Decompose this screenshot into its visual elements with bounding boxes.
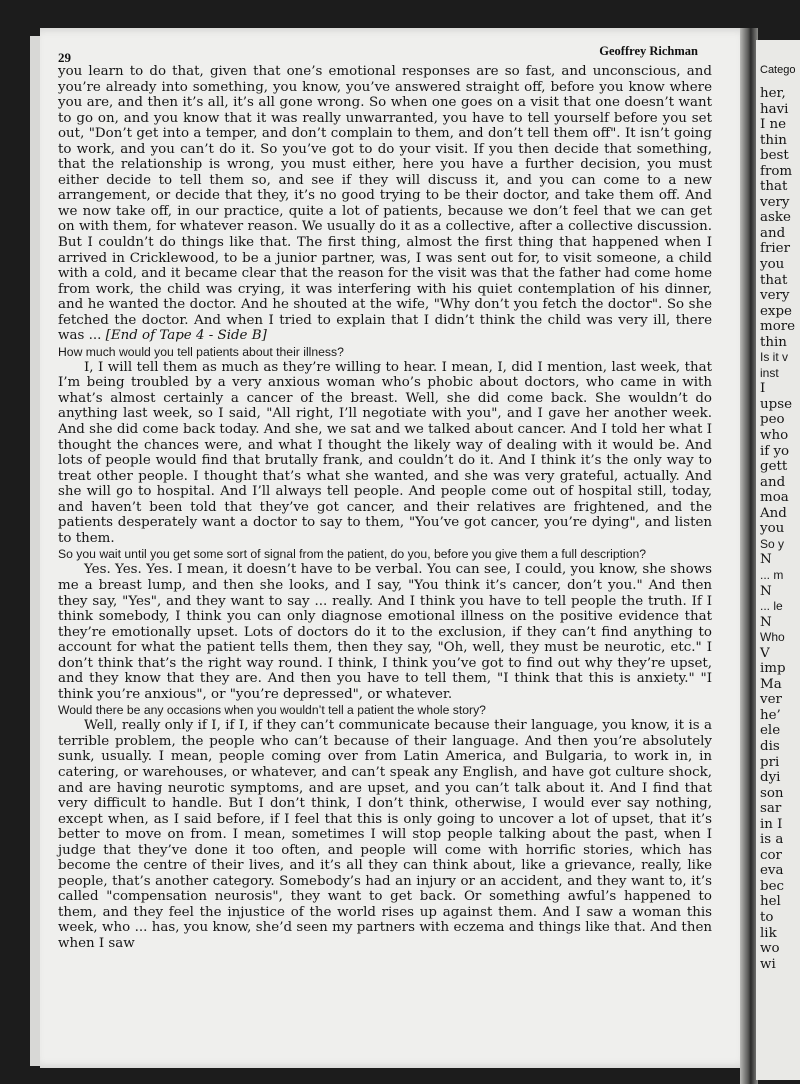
facing-page-line: eva bbox=[760, 863, 784, 879]
facing-page-line: So y bbox=[760, 536, 785, 551]
facing-page-line: thin bbox=[760, 334, 787, 350]
facing-page-line: peo bbox=[760, 412, 785, 428]
facing-page-header: Catego bbox=[760, 64, 796, 76]
facing-page-line: Who bbox=[760, 630, 785, 645]
facing-page-line: who bbox=[760, 428, 789, 444]
facing-page bbox=[756, 40, 800, 1080]
transcript-body bbox=[58, 64, 712, 952]
facing-page-line: more bbox=[760, 319, 796, 335]
facing-page-line: ele bbox=[760, 723, 781, 739]
facing-page-line: ... m bbox=[760, 567, 784, 582]
facing-page-line: if yo bbox=[760, 443, 790, 459]
facing-page-line: and bbox=[760, 474, 786, 490]
facing-page-line: imp bbox=[760, 661, 786, 677]
facing-page-line: And bbox=[760, 505, 787, 521]
facing-page-line: frier bbox=[760, 241, 790, 257]
facing-page-line: wo bbox=[760, 941, 780, 957]
facing-page-line: best bbox=[760, 148, 789, 164]
running-head: Geoffrey Richman bbox=[599, 44, 698, 58]
facing-page-line: cor bbox=[760, 847, 782, 863]
answer-paragraph: I, I will tell them as much as they’re willing to hear. I mean, I, did I mention, last week, that I’m being troubled by a very anxious woman who’s phobic about doctors, who came in with what’s almost certainly a cancer of the breast. Well, she did come back. She wouldn’t do anything last week, so I said, "All right, I’ll negotiate with you", and I gave her another week. And she did come back today. And she, we sat and we talked about cancer. And I told her what I thought the chances were, and what I thought the likely way of dealing with it would be. And lots of people would find that brutally frank, and couldn’t do it. And I think it’s the only way to treat other people. I thought that’s what she wanted, and she was very grateful, actually. And she will go to hospital. And I’ll always tell people. And people come out of hospital still, today, and haven’t been told that they’ve got cancer, and their relatives are frightened, and the patients desperately want a doctor to say to them, "You’ve got cancer, you’re dying", and listen to them. bbox=[58, 359, 712, 546]
facing-page-line: Ma bbox=[760, 676, 782, 692]
facing-page-line: that bbox=[760, 179, 788, 195]
facing-page-line: in I bbox=[760, 816, 783, 832]
facing-page-line: lik bbox=[760, 925, 777, 941]
tape-note: [End of Tape 4 - Side B] bbox=[105, 328, 267, 344]
facing-page-line: you bbox=[760, 257, 785, 273]
facing-page-line: moa bbox=[760, 490, 789, 506]
facing-page-line: her, bbox=[760, 86, 786, 101]
facing-page-line: bec bbox=[760, 878, 784, 894]
facing-page-line: ver bbox=[760, 692, 782, 708]
facing-page-line: that bbox=[760, 272, 788, 288]
facing-page-line: you bbox=[760, 521, 785, 537]
facing-page-line: havi bbox=[760, 101, 789, 117]
facing-page-line: from bbox=[760, 163, 793, 179]
facing-page-line: upse bbox=[760, 396, 792, 412]
facing-page-text bbox=[756, 40, 800, 972]
facing-page-line: thin bbox=[760, 132, 787, 148]
page-header bbox=[58, 44, 698, 66]
facing-page-line: sar bbox=[760, 801, 782, 817]
facing-page-line: expe bbox=[760, 303, 792, 319]
facing-page-line: V bbox=[760, 645, 770, 661]
answer-text: you learn to do that, given that one’s emotional responses are so fast, and unconscious, and you’re already into something, you know, you’ve answered straight off, before you know where you are, and then it’s all, it’s all gone wrong. So when one goes on a visit that one doesn’t want to go on, and you know that it was really unwarranted, you have to tell yourself before you set out, "Don’t get into a temper, and don’t complain to them, and don’t tell them off". It isn’t going to work, and you can’t do it. So you’ve got to do your visit. If you then decide that something, that the relationship is wrong, you must either, here you have a further decision, you must either decide to tell them so, and see if they will discuss it, and you can come to a new arrangement, or decide that they, it’s no good trying to be their doctor, and take them off. And we now take off, in our practice, quite a lot of patients, because we don’t feel that we can get on with them, for whatever reason. We usually do it as a collective, after a collective discussion. But I couldn’t do things like that. The first thing, almost the first thing that happened when I arrived in Cricklewood, to be a junior partner, was, I was sent out for, to visit someone, a child with a cold, and it became clear that the reason for the visit was that the father had come home from work, the child was crying, it was interfering with his quiet contemplation of his dinner, and he wanted the doctor. And he shouted at the wife, "Why don’t you fetch the doctor". So she fetched the doctor. And when I tried to explain that I didn’t think the child was very ill, there was ... bbox=[58, 64, 712, 344]
answer-paragraph bbox=[58, 64, 712, 344]
interview-question: How much would you tell patients about their illness? bbox=[58, 344, 344, 359]
answer-paragraph: Well, really only if I, if I, if they can’t communicate because their language, you know, it is a terrible problem, the people who can’t because of their language. And then you’re absolutely sunk, usually. I mean, people coming over from Latin America, and Bulgaria, to work in, in catering, or warehouses, or whatever, and can’t speak any English, and have got culture shock, and are having neurotic symptoms, and are upset, and you can’t talk about it. And I find that very difficult to handle. But I don’t think, I don’t think, otherwise, I would ever say nothing, except when, as I said before, if I feel that this is only going to uncover a lot of upset, that it’s better to move on from. I mean, sometimes I will stop people talking about the past, when I judge that they’ve done it too often, and people will come with horrific stories, which has become the centre of their lives, and it’s all they can think about, like a grievance, really, like people, that’s another category. Somebody’s had an injury or an accident, and they want to, it’s called "compensation neurosis", they want to get back. Or something awful’s happened to them, and they feel the injustice of the world rises up against them. And I saw a woman this week, who ... has, you know, she’d seen my partners with eczema and things like that. And then when I saw bbox=[58, 718, 712, 951]
facing-page-line: very bbox=[760, 194, 790, 210]
facing-page-line: aske bbox=[760, 210, 791, 226]
facing-page-line: N bbox=[760, 552, 772, 568]
facing-page-line: I bbox=[760, 381, 766, 397]
interview-question: So you wait until you get some sort of signal from the patient, do you, before you give them a full description? bbox=[58, 547, 647, 562]
facing-page-line: ... le bbox=[760, 599, 783, 614]
facing-page-line: N bbox=[760, 583, 772, 599]
interview-question: Would there be any occasions when you wouldn’t tell a patient the whole story? bbox=[58, 703, 486, 718]
answer-paragraph: Yes. Yes. Yes. I mean, it doesn’t have to be verbal. You can see, I could, you know, she shows me a breast lump, and then she looks, and I say, "You think it’s cancer, don’t you." And then they say, "Yes", and they want to say ... really. And I think you have to tell people the truth. If I think somebody, I think you can only diagnose emotional illness on the positive evidence that they’re emotionally upset. Lots of doctors do it to the exclusion, if they can’t find anything to account for what the patient tells them, then they say, "Oh, well, they must be neurotic, etc." I don’t think that’s the right way round. I think, I think you’ve got to find out why they’re upset, and they know that they are. And then you have to tell them, "I think that this is anxiety." "I think you’re anxious", or "you’re depressed", or whatever. bbox=[58, 562, 712, 702]
facing-page-line: hel bbox=[760, 894, 781, 910]
facing-page-line: N bbox=[760, 614, 772, 630]
facing-page-line: he’ bbox=[760, 707, 781, 723]
facing-page-line: I ne bbox=[760, 117, 787, 133]
facing-page-line: is a bbox=[760, 832, 784, 848]
facing-page-line: son bbox=[760, 785, 784, 801]
facing-page-line: Is it v bbox=[760, 350, 789, 365]
facing-page-line: gett bbox=[760, 459, 788, 475]
facing-page-line: to bbox=[760, 909, 774, 925]
facing-page-line: inst bbox=[760, 365, 779, 380]
page-number: 29 bbox=[58, 50, 71, 65]
facing-page-line: and bbox=[760, 225, 786, 241]
facing-page-line: pri bbox=[760, 754, 780, 770]
facing-page-line: dis bbox=[760, 738, 780, 754]
facing-page-line: very bbox=[760, 288, 790, 304]
facing-page-line: dyi bbox=[760, 770, 781, 786]
facing-page-line: wi bbox=[760, 956, 776, 972]
